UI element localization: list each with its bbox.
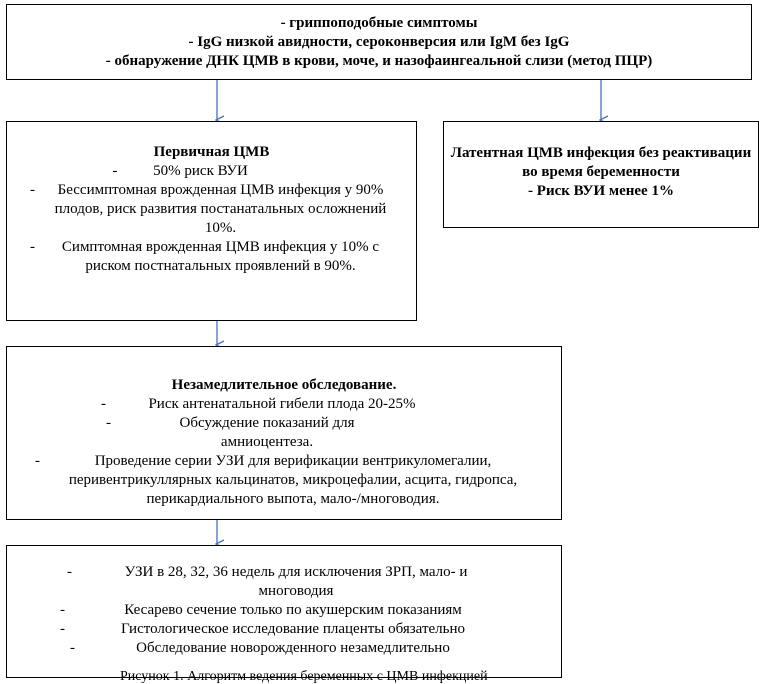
list-item: - 50% риск ВУИ [112, 163, 248, 179]
symptom-line: - обнаружение ДНК ЦМВ в крови, моче, и назофаингеальной слизи (метод ПЦР) [105, 53, 653, 69]
primary-cmv-box [6, 121, 417, 321]
list-item: - Кесарево сечение только по акушерским показаниям [60, 602, 462, 618]
urgent-exam-box [6, 346, 562, 520]
latent-cmv-box [443, 121, 759, 228]
primary-cmv-title: Первичная ЦМВ [153, 144, 270, 160]
list-item: - Проведение серии УЗИ для верификации вентрикуломегалии, перивентрикуллярных кальцинатов, микроцефалии, асцита, гидропса, перикардиального выпота, мало-/многоводия. [35, 453, 518, 507]
figure-caption-cut: Рисунок 1. Алгоритм ведения беременных с ЦМВ инфекцией [120, 669, 488, 684]
management-box [6, 545, 562, 678]
list-item: - Симптомная врожденная ЦМВ инфекция у 10% с риском постнатальных проявлений в 90%. [30, 239, 380, 274]
urgent-exam-title: Незамедлительное обследование. [171, 377, 397, 393]
symptom-line: - гриппоподобные симптомы [280, 15, 478, 31]
symptom-line: - IgG низкой авидности, сероконверсия или IgM без IgG [188, 34, 570, 50]
latent-cmv-title: Латентная ЦМВ инфекция без реактивации во время беременности [450, 145, 752, 180]
list-item: - Риск антенатальной гибели плода 20-25% [101, 396, 416, 412]
list-item: - Обследование новорожденного незамедлительно [70, 640, 450, 656]
list-item: - Обсуждение показаний для амниоцентеза. [106, 415, 355, 450]
list-item: - Бессимптомная врожденная ЦМВ инфекция у 90% плодов, риск развития постанатальных осложнений 10%. [30, 182, 387, 236]
symptoms-box [6, 4, 752, 80]
list-item: - Гистологическое исследование плаценты обязательно [60, 621, 466, 637]
list-item: - УЗИ в 28, 32, 36 недель для исключения ЗРП, мало- и многоводия [67, 564, 468, 599]
latent-cmv-risk: - Риск ВУИ менее 1% [528, 183, 674, 199]
